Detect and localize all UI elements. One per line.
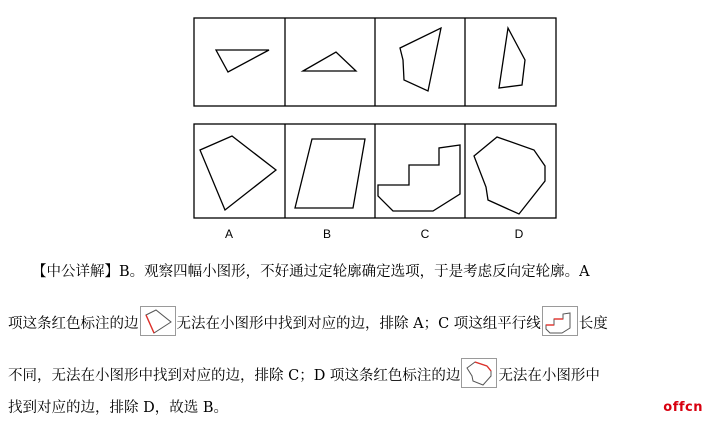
- option-labels: [225, 227, 524, 240]
- thumb-c-svg: [542, 306, 578, 336]
- explanation-line-1-text: 【中公详解】B。观察四幅小图形，不好通过定轮廓确定选项，于是考虑反向定轮廓。A: [32, 264, 590, 280]
- explanation-line-3-text-a: 不同，无法在小图形中找到对应的边，排除 C；D 项这条红色标注的边: [8, 368, 461, 384]
- explanation-line-3: [8, 360, 600, 393]
- explanation-line-2-text-b: 无法在小图形中找到对应的边，排除 A；C 项这组平行线: [176, 316, 541, 332]
- option-label-b: B: [322, 227, 332, 240]
- explanation-line-2: [8, 308, 608, 341]
- question-shape-3: [400, 28, 441, 91]
- option-shape-a: [200, 136, 276, 210]
- question-shape-2: [303, 52, 356, 71]
- explanation-line-3-text-b: 无法在小图形中: [498, 368, 600, 384]
- offcn-watermark: offcn: [663, 400, 703, 415]
- explanation-line-4-text: 找到对应的边，排除 D，故选 B。: [8, 400, 228, 416]
- thumb-option-a-red-edge: [140, 306, 176, 336]
- option-shape-d: [474, 137, 545, 214]
- question-shape-1: [216, 50, 269, 72]
- option-label-a: A: [224, 227, 234, 240]
- question-row: [194, 18, 556, 106]
- explanation-line-1: [32, 256, 590, 289]
- option-shape-b: [295, 139, 365, 208]
- options-row: [194, 124, 556, 218]
- option-label-c: C: [420, 227, 430, 240]
- explanation-line-4: [8, 392, 228, 425]
- explanation-line-2-text-c: 长度: [578, 316, 608, 332]
- thumb-d-svg: [461, 358, 497, 388]
- question-shape-4: [499, 28, 525, 88]
- thumb-option-c-parallel-lines: [542, 306, 578, 336]
- option-shape-c: [378, 145, 460, 211]
- thumb-option-d-red-edge: [461, 358, 497, 388]
- thumb-a-svg: [140, 306, 176, 336]
- option-label-d: D: [514, 227, 524, 240]
- explanation-line-2-text-a: 项这条红色标注的边: [8, 316, 139, 332]
